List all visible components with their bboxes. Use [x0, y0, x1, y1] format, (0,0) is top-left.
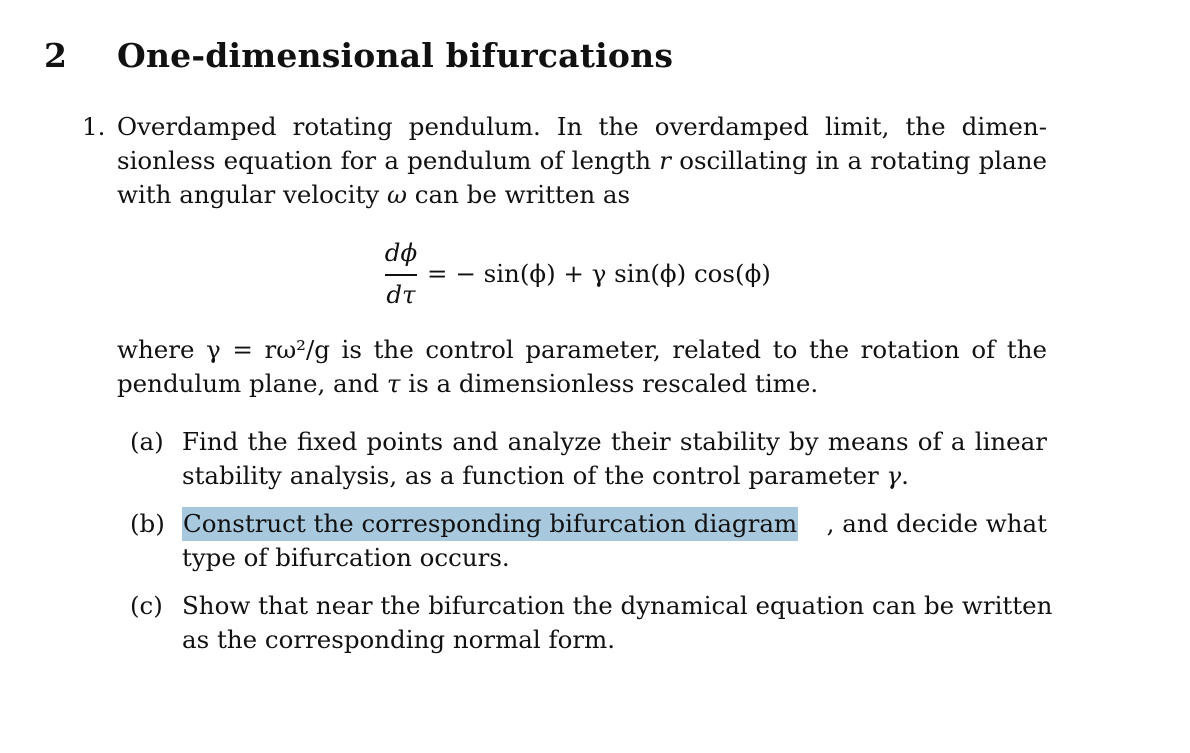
subitem-b-line1-rest: , and decide what: [826, 509, 1047, 538]
where-line2: [117, 367, 818, 401]
text-selection-highlight[interactable]: Construct the corresponding bifurcation diagram: [182, 507, 798, 541]
subitem-c-line1: Show that near the bifurcation the dynamical equation can be written: [182, 591, 1053, 620]
fraction-denominator: dτ: [386, 280, 416, 309]
fraction-numerator: dϕ: [384, 238, 418, 267]
subitem-b-line1: [182, 507, 1047, 541]
angular-velocity-variable: ω: [386, 180, 407, 209]
fraction-bar: [385, 274, 417, 276]
item1-line2: [117, 144, 1047, 178]
where-line1: where γ = rω²/g is the control parameter, related to the rotation of the: [117, 335, 1047, 364]
length-variable: r: [659, 146, 671, 175]
where-line2-text-b: is a dimensionless rescaled time.: [400, 369, 819, 398]
equation-rhs: = − sin(ϕ) + γ sin(ϕ) cos(ϕ): [427, 259, 771, 288]
subitem-c-label: (c): [130, 591, 163, 620]
item1-line3: [117, 178, 630, 212]
item-number: 1.: [82, 112, 106, 141]
item1-line2-text-a: sionless equation for a pendulum of length: [117, 146, 660, 175]
item1-line3-text-b: can be written as: [406, 180, 631, 209]
subitem-a-label: (a): [130, 427, 164, 456]
subitem-a-line2-text-b: .: [901, 461, 909, 490]
item1-line3-text-a: with angular velocity: [117, 180, 387, 209]
subitem-c-line2: as the corresponding normal form.: [182, 625, 616, 654]
item1-line2-text-b: oscillating in a rotating plane: [671, 146, 1048, 175]
section-title: One-dimensional bifurcations: [117, 36, 674, 75]
time-variable: τ: [386, 369, 401, 398]
item1-line1: Overdamped rotating pendulum. In the overdamped limit, the dimen-: [117, 112, 1047, 141]
subitem-a-line1: Find the fixed points and analyze their stability by means of a linear: [182, 427, 1047, 456]
subitem-a-line2: [182, 459, 909, 493]
where-line2-text-a: pendulum plane, and: [117, 369, 387, 398]
subitem-b-label: (b): [130, 509, 165, 538]
control-parameter-variable: γ: [886, 461, 902, 490]
subitem-a-line2-text-a: stability analysis, as a function of the control parameter: [182, 461, 887, 490]
subitem-b-line2: type of bifurcation occurs.: [182, 543, 510, 572]
section-number: 2: [44, 36, 67, 75]
